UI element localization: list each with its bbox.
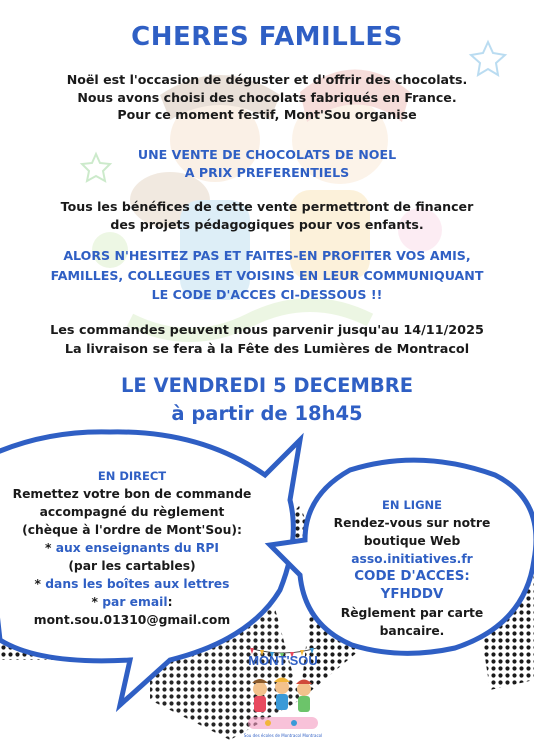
sale-heading [0, 146, 534, 181]
bullet-star: * [45, 541, 56, 555]
intro-line: Noël est l'occasion de déguster et d'offrir des chocolats. [66, 72, 468, 87]
option-teachers: aux enseignants du RPI [55, 541, 219, 555]
cta-line: FAMILLES, COLLEGUES ET VOISINS EN LEUR COMMUNIQUANT [50, 267, 484, 283]
cta-line: ALORS N'HESITEZ PAS ET FAITES-EN PROFITER VOS AMIS, [63, 248, 471, 263]
online-line: Rendez-vous sur notre [333, 516, 491, 530]
online-line: bancaire. [379, 624, 445, 638]
bullet-star: * [91, 595, 103, 609]
direct-line: Remettez votre bon de commande [12, 487, 252, 501]
logo-tagline: Sou des écoles de Montracol Montracol [243, 733, 323, 738]
delivery-place: La livraison se fera à la Fête des Lumières de Montracol [64, 342, 470, 357]
benefits-line: des projets pédagogiques pour vos enfants. [110, 216, 424, 232]
online-order-section [328, 496, 496, 640]
direct-order-section [8, 467, 256, 629]
email-address[interactable]: mont.sou.01310@gmail.com [33, 613, 231, 627]
direct-option [8, 593, 256, 611]
direct-option [8, 539, 256, 557]
cta-line: LE CODE D'ACCES CI-DESSOUS !! [151, 287, 383, 302]
sale-line: UNE VENTE DE CHOCOLATS DE NOEL [137, 147, 397, 162]
direct-line: accompagné du règlement [39, 505, 225, 519]
intro-line: Nous avons choisi des chocolats fabriqués en France. [77, 89, 457, 105]
benefits-text [0, 198, 534, 233]
intro-line: Pour ce moment festif, Mont'Sou organise [117, 107, 417, 122]
sale-line: A PRIX PREFERENTIELS [184, 164, 350, 180]
direct-line: (chèque à l'ordre de Mont'Sou): [22, 523, 242, 537]
call-to-action [0, 246, 534, 305]
direct-title: EN DIRECT [97, 469, 167, 483]
option-mailbox: dans les boîtes aux lettres [45, 577, 230, 591]
logo-name: MONT'SOU [248, 653, 318, 668]
online-title: EN LIGNE [381, 498, 442, 512]
bullet-star: * [34, 577, 46, 591]
online-line: boutique Web [363, 534, 461, 548]
colon: : [167, 595, 173, 609]
delivery-day: LE VENDREDI 5 DECEMBRE [120, 374, 414, 397]
online-line: Règlement par carte [340, 606, 484, 620]
benefits-line: Tous les bénéfices de cette vente permettront de financer [60, 199, 474, 214]
direct-line: (par les cartables) [68, 559, 196, 573]
delivery-time: à partir de 18h45 [171, 402, 363, 425]
option-email: par email [102, 595, 168, 609]
page-title: CHERES FAMILLES [131, 22, 403, 52]
website-link[interactable]: asso.initiatives.fr [351, 552, 473, 566]
delivery-date [0, 372, 534, 428]
order-deadline: Les commandes peuvent nous parvenir jusqu'au 14/11/2025 [50, 323, 484, 338]
access-code: CODE D'ACCES: YFHDDV [354, 569, 470, 602]
order-info [0, 321, 534, 359]
intro-text [0, 71, 534, 124]
montsou-logo [238, 637, 328, 747]
direct-option [8, 575, 256, 593]
